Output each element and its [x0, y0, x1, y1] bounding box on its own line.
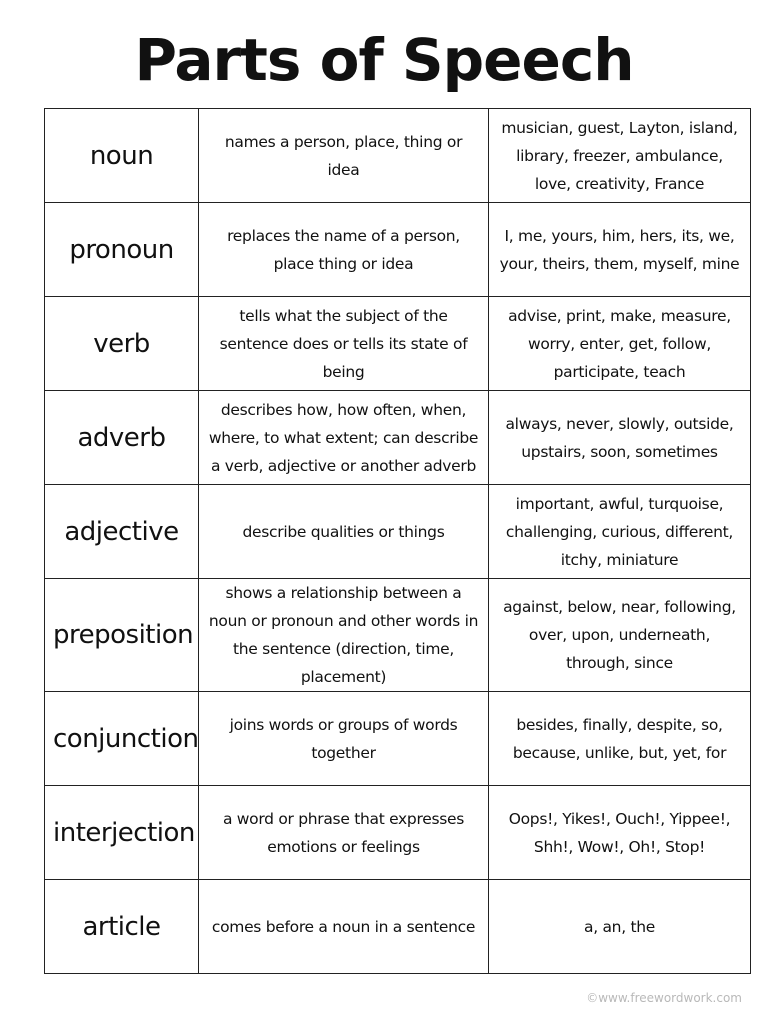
term-cell: preposition	[45, 579, 199, 692]
definition-cell: names a person, place, thing or idea	[199, 109, 489, 203]
examples-cell: a, an, the	[489, 880, 751, 974]
definition-cell: comes before a noun in a sentence	[199, 880, 489, 974]
definition-cell: joins words or groups of words together	[199, 692, 489, 786]
term-cell: noun	[45, 109, 199, 203]
term-cell: interjection	[45, 786, 199, 880]
table-row-adverb	[45, 391, 751, 485]
definition-cell: describe qualities or things	[199, 485, 489, 579]
term-cell: pronoun	[45, 203, 199, 297]
page-title: Parts of Speech	[134, 26, 634, 94]
term-cell: adverb	[45, 391, 199, 485]
examples-cell: against, below, near, following, over, upon, underneath, through, since	[489, 579, 751, 692]
definition-cell: replaces the name of a person, place thing or idea	[199, 203, 489, 297]
examples-cell: always, never, slowly, outside, upstairs, soon, sometimes	[489, 391, 751, 485]
table-row-adjective	[45, 485, 751, 579]
term-cell: article	[45, 880, 199, 974]
table-row-preposition	[45, 579, 751, 692]
copyright-text: ©www.freewordwork.com	[586, 991, 742, 1005]
examples-cell: I, me, yours, him, hers, its, we, your, theirs, them, myself, mine	[489, 203, 751, 297]
examples-cell: Oops!, Yikes!, Ouch!, Yippee!, Shh!, Wow!, Oh!, Stop!	[489, 786, 751, 880]
definition-cell: describes how, how often, when, where, to what extent; can describe a verb, adjective or another adverb	[199, 391, 489, 485]
examples-cell: important, awful, turquoise, challenging, curious, different, itchy, miniature	[489, 485, 751, 579]
examples-cell: besides, finally, despite, so, because, unlike, but, yet, for	[489, 692, 751, 786]
term-cell: verb	[45, 297, 199, 391]
table-row-verb	[45, 297, 751, 391]
table-row-interjection	[45, 786, 751, 880]
definition-cell: tells what the subject of the sentence does or tells its state of being	[199, 297, 489, 391]
term-cell: conjunction	[45, 692, 199, 786]
definition-cell: shows a relationship between a noun or pronoun and other words in the sentence (direction, time, placement)	[199, 579, 489, 692]
table-row-pronoun	[45, 203, 751, 297]
parts-of-speech-table	[44, 108, 751, 974]
definition-cell: a word or phrase that expresses emotions or feelings	[199, 786, 489, 880]
examples-cell: musician, guest, Layton, island, library, freezer, ambulance, love, creativity, France	[489, 109, 751, 203]
table-row-conjunction	[45, 692, 751, 786]
examples-cell: advise, print, make, measure, worry, enter, get, follow, participate, teach	[489, 297, 751, 391]
table-row-noun	[45, 109, 751, 203]
term-cell: adjective	[45, 485, 199, 579]
table-row-article	[45, 880, 751, 974]
